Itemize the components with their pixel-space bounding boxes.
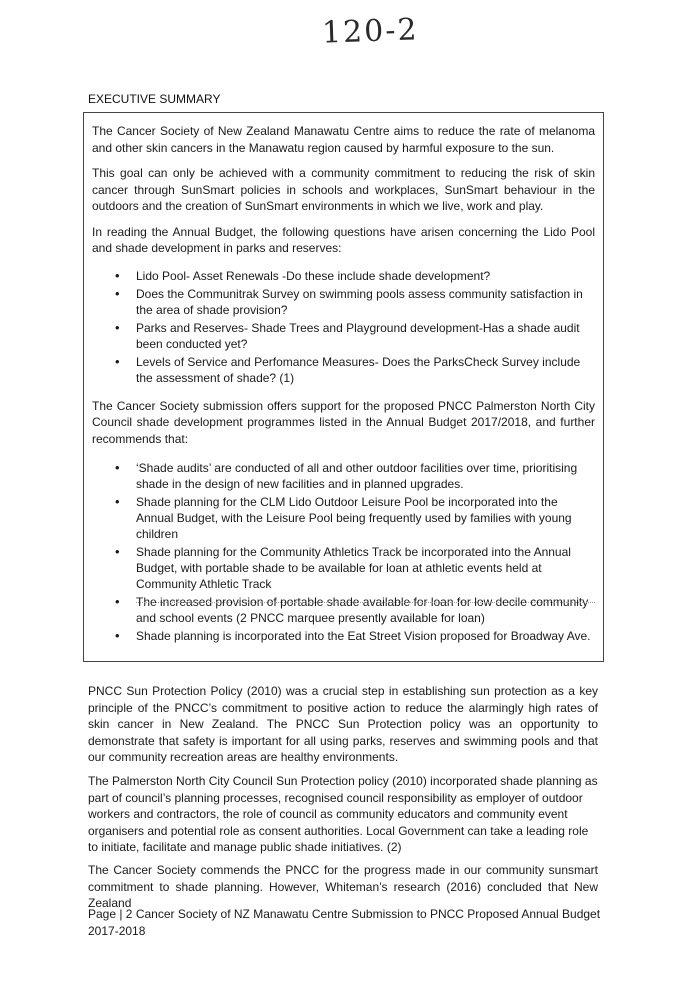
bullet-icon: • [115, 460, 120, 475]
summary-paragraph: The Cancer Society of New Zealand Manawatu Centre aims to reduce the rate of melanoma and other skin cancers in the Manawatu region caused by harmful exposure to the sun. [92, 124, 595, 155]
list-item [115, 460, 595, 492]
body-paragraph: The Cancer Society commends the PNCC for the progress made in our community sunsmart commitment to shade planning. However, Whiteman’s research (2016) concluded that New Zealand [88, 863, 598, 910]
summary-paragraph: In reading the Annual Budget, the following questions have arisen concerning the Lido Pool and shade development in parks and reserves: [92, 224, 595, 255]
list-item [115, 544, 595, 592]
scan-artifact-line [136, 602, 595, 603]
list-item-text: Lido Pool- Asset Renewals -Do these include shade development? [136, 268, 491, 283]
section-heading: EXECUTIVE SUMMARY [88, 92, 221, 106]
list-item-text: Shade planning for the Community Athletics Track be incorporated into the Annual Budget, with portable shade to be available for loan at athletic events held at Community Athletic Track [136, 545, 571, 591]
list-item-text: The increased provision of portable shade available for loan for low decile community and school events (2 PNCC marquee presently available for loan) [136, 595, 589, 625]
summary-box [83, 112, 604, 662]
bullet-icon: • [115, 594, 120, 609]
list-item-text: Levels of Service and Perfomance Measures- Does the ParksCheck Survey include the assessment of shade? (1) [136, 354, 581, 385]
list-item [115, 494, 595, 542]
bullet-icon: • [115, 544, 120, 559]
list-item [115, 285, 595, 318]
list-item [115, 594, 595, 626]
list-item [115, 267, 595, 284]
list-item-text: Shade planning is incorporated into the Eat Street Vision proposed for Broadway Ave. [136, 629, 591, 643]
list-item-text: ‘Shade audits’ are conducted of all and other outdoor facilities over time, prioritising shade in the design of new facilities and in planned upgrades. [136, 461, 578, 491]
list-item-text: Does the Communitrak Survey on swimming pools assess community satisfaction in the area of shade provision? [136, 286, 583, 317]
list-item-text: Shade planning for the CLM Lido Outdoor Leisure Pool be incorporated into the Annual Budget, with the Leisure Pool being frequently used by families with young children [136, 495, 572, 541]
bullet-icon: • [115, 353, 120, 369]
bullet-icon: • [115, 267, 120, 283]
submission-paragraph: The Cancer Society submission offers support for the proposed PNCC Palmerston North City Council shade development programmes listed in the Annual Budget 2017/2018, and further recommends that: [92, 398, 595, 446]
summary-paragraph: This goal can only be achieved with a community commitment to reducing the risk of skin cancer through SunSmart policies in schools and workplaces, SunSmart behaviour in the outdoors and the creation of SunSmart environments in which we live, work and play. [92, 166, 595, 213]
body-paragraph: The Palmerston North City Council Sun Protection policy (2010) incorporated shade planning as part of council’s planning processes, recognised council responsibility as employer of outdoor workers and contractors, the role of council as community educators and community event organisers and potential role as consent authorities. Local Government can take a leading role to initiate, facilitate and manage public shade initiatives. (2) [88, 774, 598, 854]
questions-list [92, 268, 595, 386]
bullet-icon: • [115, 319, 120, 335]
bullet-icon: • [115, 494, 120, 509]
bullet-icon: • [115, 628, 120, 643]
bullet-icon: • [115, 285, 120, 301]
list-item [115, 319, 595, 352]
handwritten-annotation: 120-2 [321, 12, 420, 51]
page-footer: Page | 2 Cancer Society of NZ Manawatu Centre Submission to PNCC Proposed Annual Budget 2017-2018 [88, 907, 601, 938]
list-item [115, 628, 595, 644]
recommendations-list [92, 460, 595, 644]
body-paragraph: PNCC Sun Protection Policy (2010) was a crucial step in establishing sun protection as a key principle of the PNCC’s commitment to positive action to reduce the alarmingly high rates of skin cancer in New Zealand. The PNCC Sun Protection policy was an opportunity to demonstrate that safety is important for all using parks, reserves and swimming pools and that our community recreation areas are healthy environments. [88, 684, 598, 764]
list-item [115, 353, 595, 386]
list-item-text: Parks and Reserves- Shade Trees and Playground development-Has a shade audit been conducted yet? [136, 320, 580, 351]
